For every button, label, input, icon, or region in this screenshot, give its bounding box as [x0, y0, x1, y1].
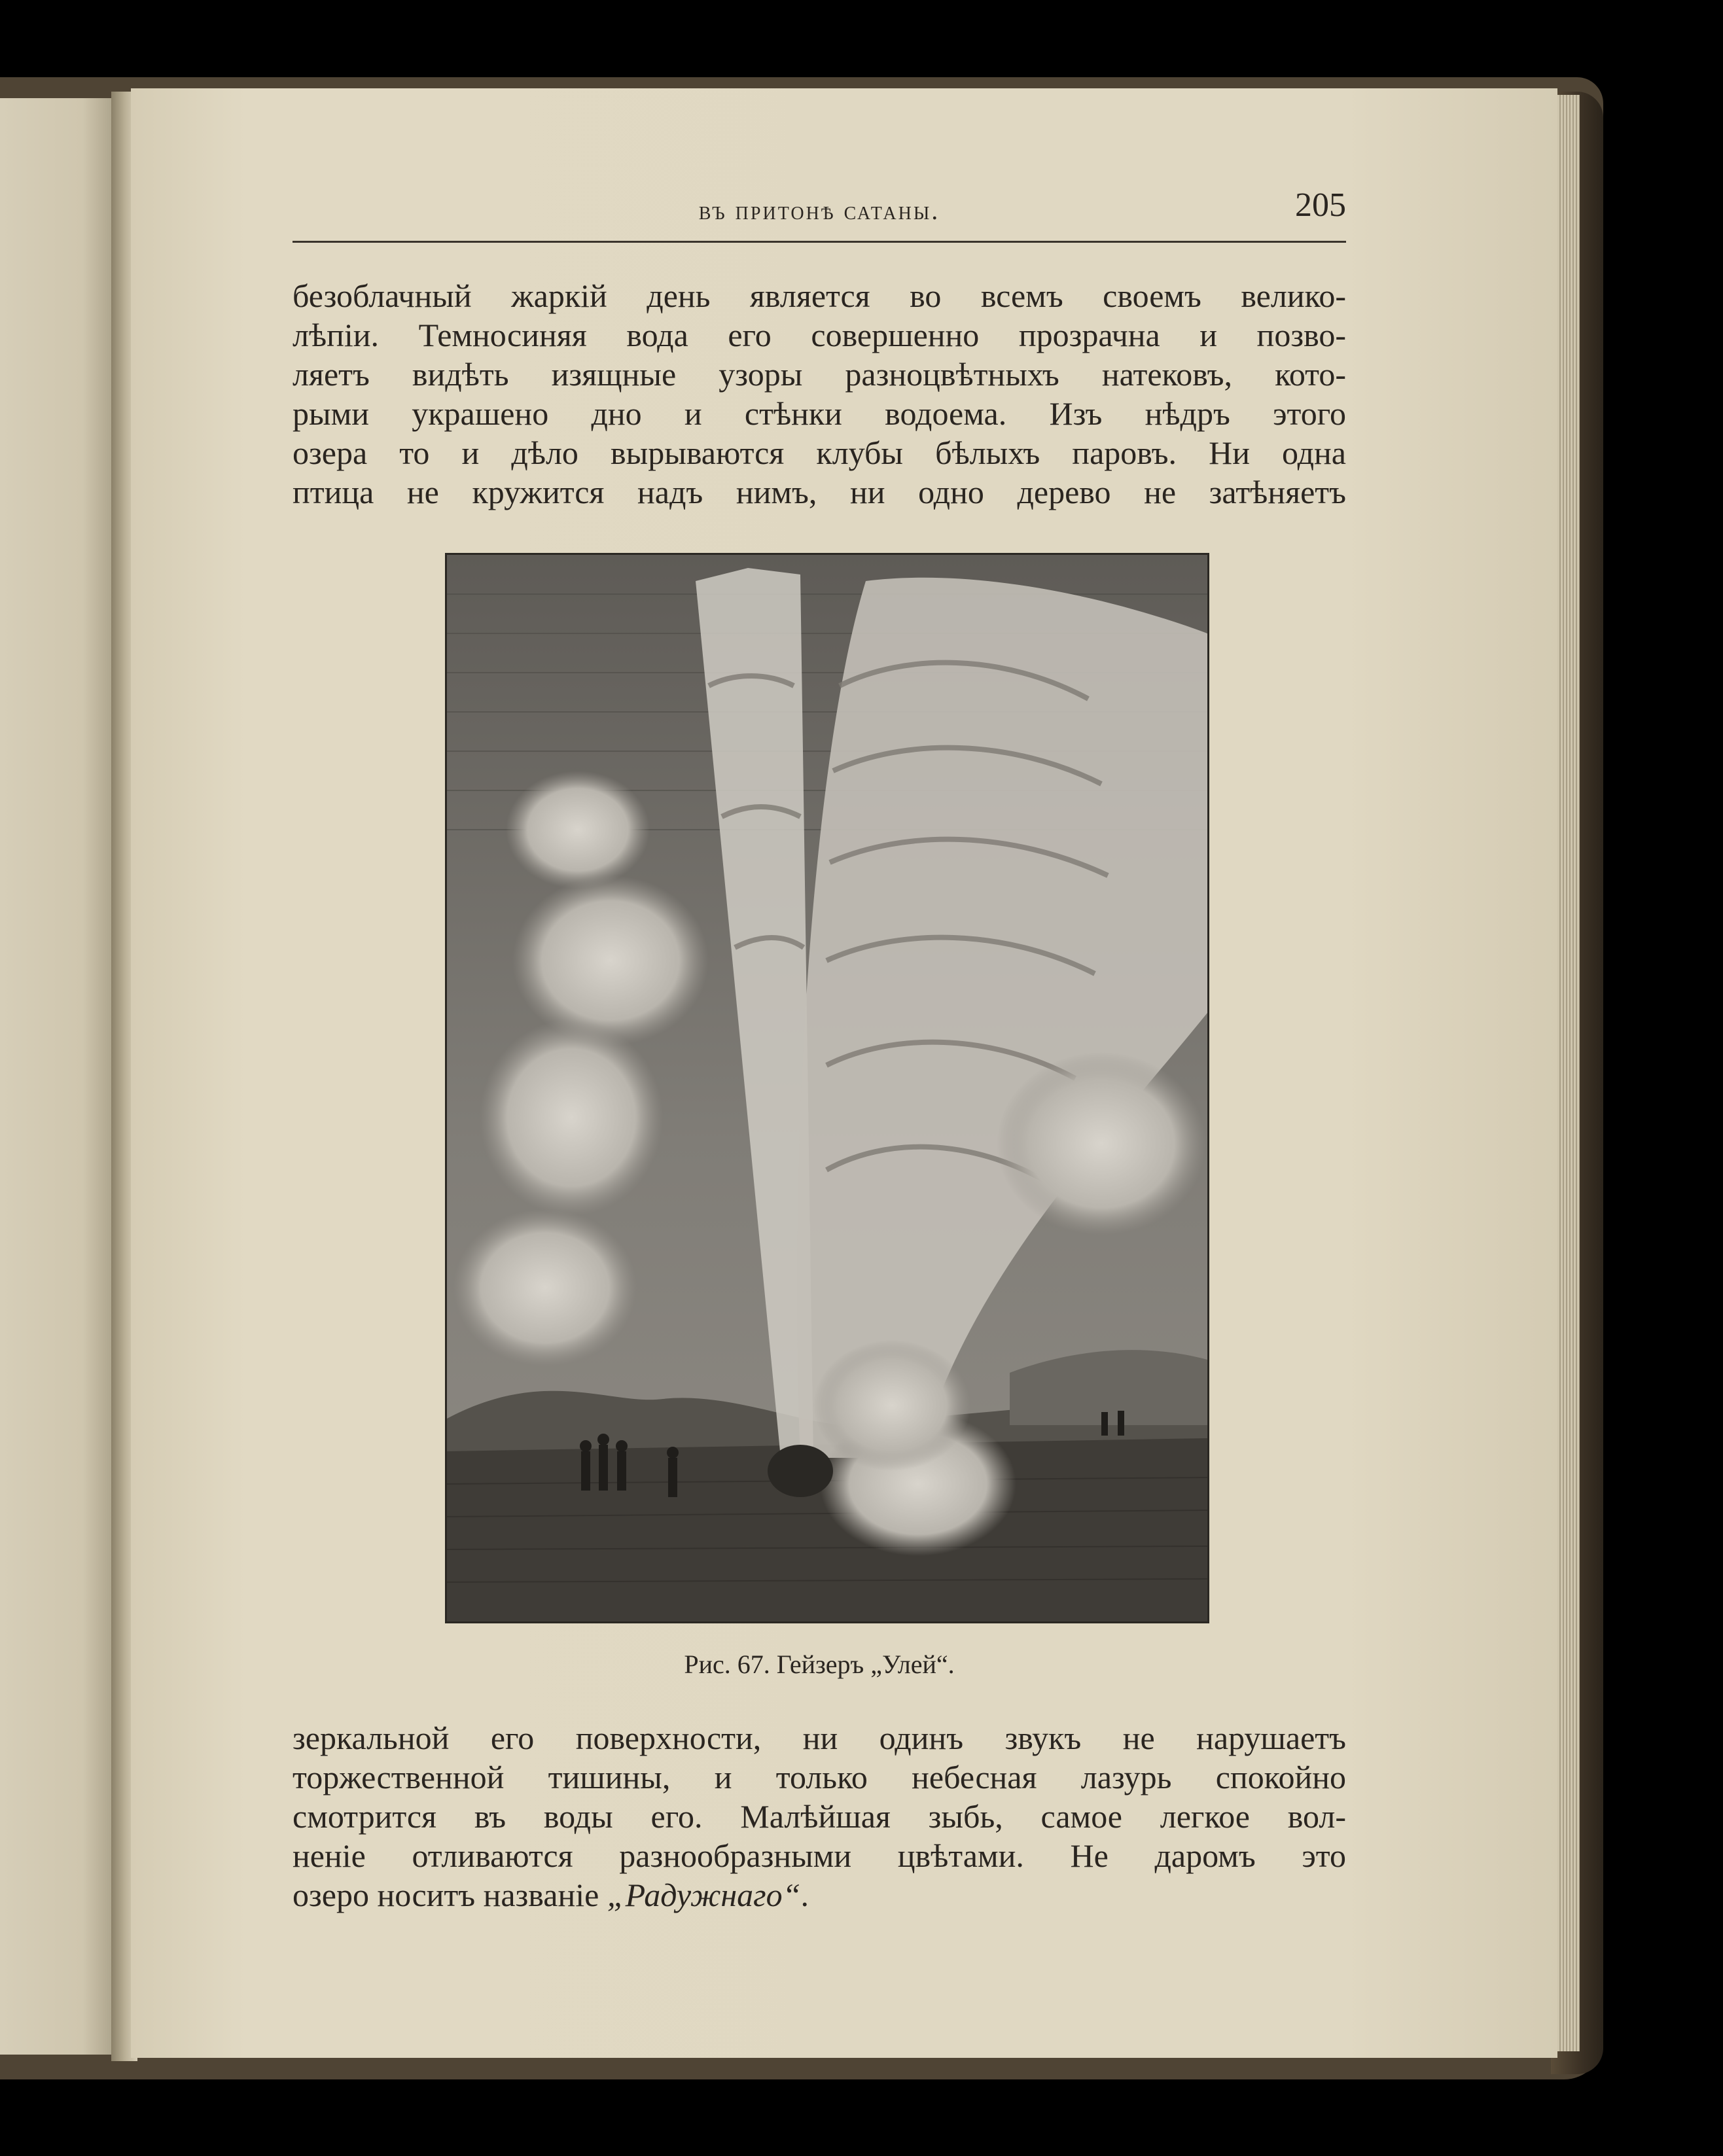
- running-head: въ притонѣ сатаны.: [698, 196, 940, 225]
- page-number: 205: [1295, 186, 1346, 224]
- page-edges: [1557, 95, 1580, 2051]
- text-segment: озеро носитъ названіе: [293, 1877, 607, 1913]
- text-line: птица не кружится надъ нимъ, ни одно дерево не затѣняетъ: [293, 474, 1346, 510]
- italic-title: „Радужнаго“: [607, 1877, 801, 1913]
- text-line: зеркальной его поверхности, ни одинъ звукъ не нарушаетъ: [293, 1720, 1346, 1756]
- page-header: [293, 183, 1346, 236]
- text-segment: .: [800, 1877, 809, 1913]
- paragraph-top: [293, 276, 1346, 512]
- geyser-illustration-icon: [447, 555, 1207, 1621]
- geyser-engraving: [445, 553, 1209, 1623]
- text-line: ляетъ видѣть изящные узоры разноцвѣтныхъ натековъ, кото-: [293, 356, 1346, 393]
- text-line: лѣпіи. Темносиняя вода его совершенно прозрачна и позво-: [293, 317, 1346, 353]
- text-line: неніе отливаются разнообразными цвѣтами. Не даромъ это: [293, 1837, 1346, 1874]
- text-line: озера то и дѣло вырываются клубы бѣлыхъ паровъ. Ни одна: [293, 434, 1346, 471]
- text-line-last: [293, 1875, 1346, 1915]
- text-line: безоблачный жаркій день является во всемъ своемъ велико-: [293, 277, 1346, 314]
- figure-caption: Рис. 67. Гейзеръ „Улей“.: [684, 1650, 955, 1679]
- left-page: [0, 98, 118, 2055]
- paragraph-bottom: [293, 1718, 1346, 1915]
- header-rule: [293, 241, 1346, 243]
- text-line: рыми украшено дно и стѣнки водоема. Изъ нѣдръ этого: [293, 395, 1346, 432]
- text-line: торжественной тишины, и только небесная лазурь спокойно: [293, 1759, 1346, 1795]
- text-line: смотрится въ воды его. Малѣйшая зыбь, самое легкое вол-: [293, 1798, 1346, 1835]
